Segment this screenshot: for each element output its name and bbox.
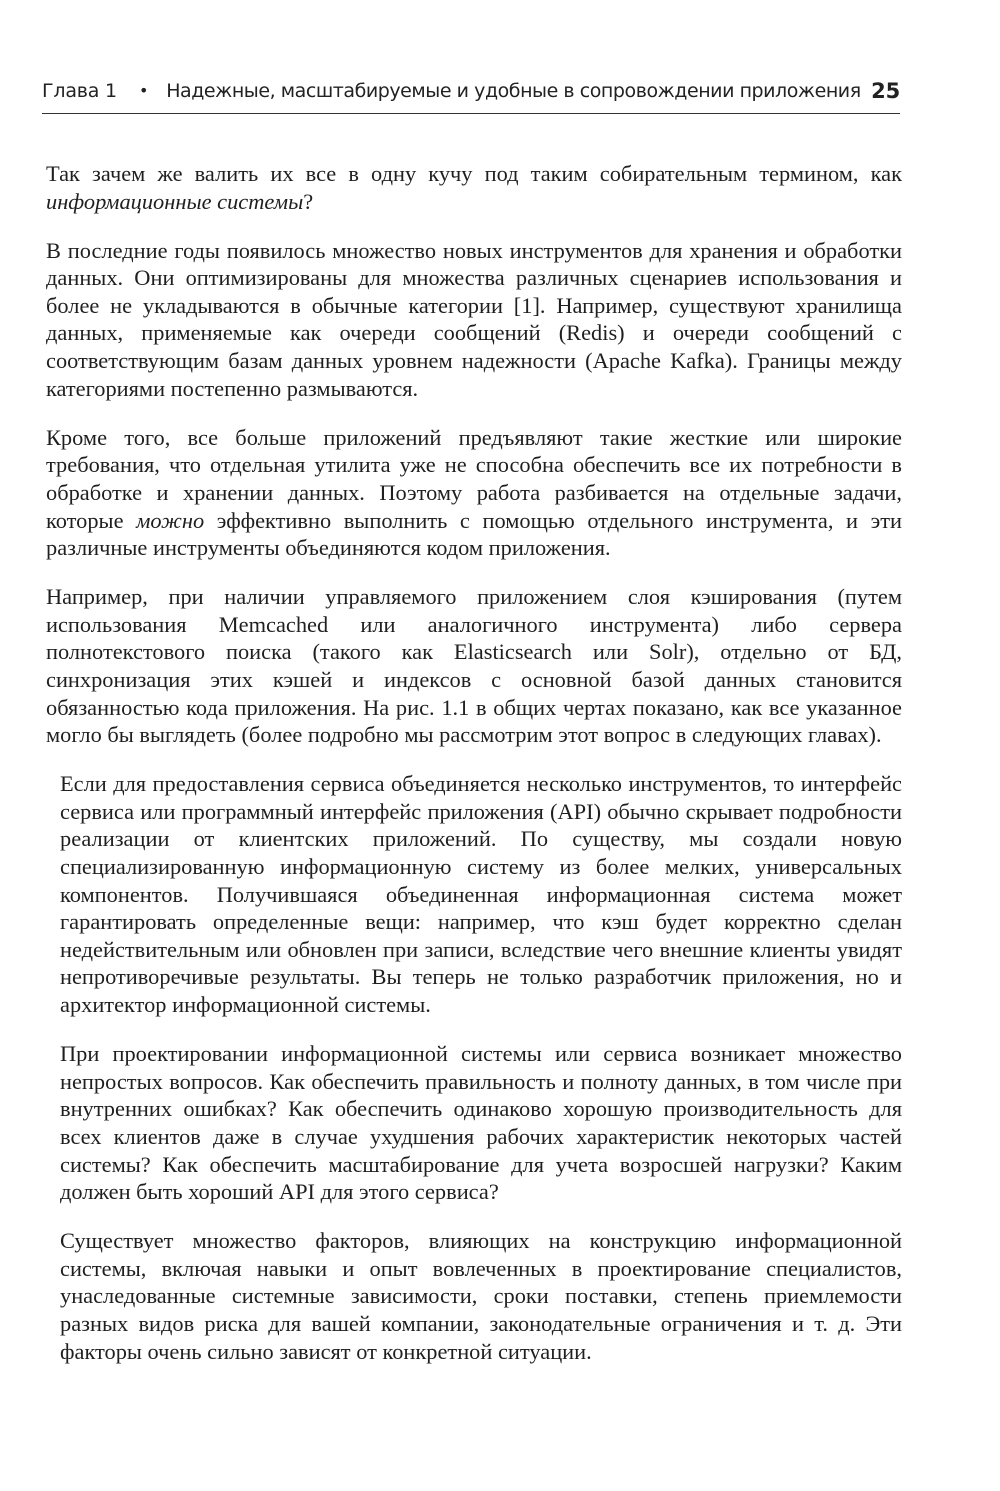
running-header [42,74,900,114]
chapter-label: Глава 1 [42,79,117,102]
body-text [46,160,902,1387]
paragraph-3-emphasis: можно [136,507,205,533]
paragraph-1 [46,160,902,215]
running-title: Надежные, масштабируемые и удобные в сопровождении приложения [166,79,861,102]
paragraph-2: В последние годы появилось множество новых инструментов для хранения и обработки данных. Они оптимизированы для множества различных сценариев использования и более не укладываются в обычные категории [1]. Например, существуют хранилища данных, применяемые как очереди сообщений (Redis) и очереди сообщений с соответствующим базам данных уровнем надежности (Apache Kafka). Границы между категориями постепенно размываются. [46,237,902,401]
paragraph-1-text: Так зачем же валить их все в одну кучу под таким собирательным термином, как [46,161,902,186]
paragraph-1-end: ? [303,188,314,214]
paragraph-1-emphasis: информационные системы [46,188,304,214]
header-bullet: • [138,81,149,100]
paragraph-7: Существует множество факторов, влияющих на конструкцию информационной системы, включая навыки и опыт вовлеченных в проектирование специалистов, унаследованные системные зависимости, сроки поставки, степень приемлемости разных видов риска для вашей компании, законодательные ограничения и т. д. Эти факторы очень сильно зависят от конкретной ситуации. [60,1228,902,1364]
paragraph-3-end: эффективно выполнить с помощью отдельного инструмента, и эти различные инструменты объединяются кодом приложения. [46,507,902,561]
paragraph-4: Например, при наличии управляемого приложением слоя кэширования (путем использования Memcached или аналогичного инструмента) либо сервера полнотекстового поиска (такого как Elasticsearch или Solr), отдельно от БД, синхронизация этих кэшей и индексов с основной базой данных становится обязанностью кода приложения. На рис. 1.1 в общих чертах показано, как все указанное могло бы выглядеть (более подробно мы рассмотрим этот вопрос в следующих главах). [46,584,902,748]
page-number: 25 [871,78,900,103]
paragraph-3 [46,424,902,562]
paragraph-5: Если для предоставления сервиса объединяется несколько инструментов, то интерфейс сервиса или программный интерфейс приложения (API) обычно скрывает подробности реализации от клиентских приложений. По существу, мы создали новую специализированную информационную систему из более мелких, универсальных компонентов. Получившаяся объединенная информационная система может гарантировать определенные вещи: например, что кэш будет корректно сделан недействительным или обновлен при записи, вследствие чего внешние клиенты увидят непротиворечивые результаты. Вы теперь не только разработчик приложения, но и архитектор информационной системы. [60,771,902,1018]
paragraph-6: При проектировании информационной системы или сервиса возникает множество непростых вопросов. Как обеспечить правильность и полноту данных, в том числе при внутренних ошибках? Как обеспечить одинаково хорошую производительность для всех клиентов даже в случае ухудшения рабочих характеристик некоторых частей системы? Как обеспечить масштабирование для учета возросшей нагрузки? Каким должен быть хороший API для этого сервиса? [60,1041,902,1205]
paragraph-3-text: Кроме того, все больше приложений предъявляют такие жесткие или широкие требования, что отдельная утилита уже не способна обеспечить все их потребности в обработке и хранении данных. Поэтому работа разбивается на отдельные задачи, которые [46,424,902,533]
